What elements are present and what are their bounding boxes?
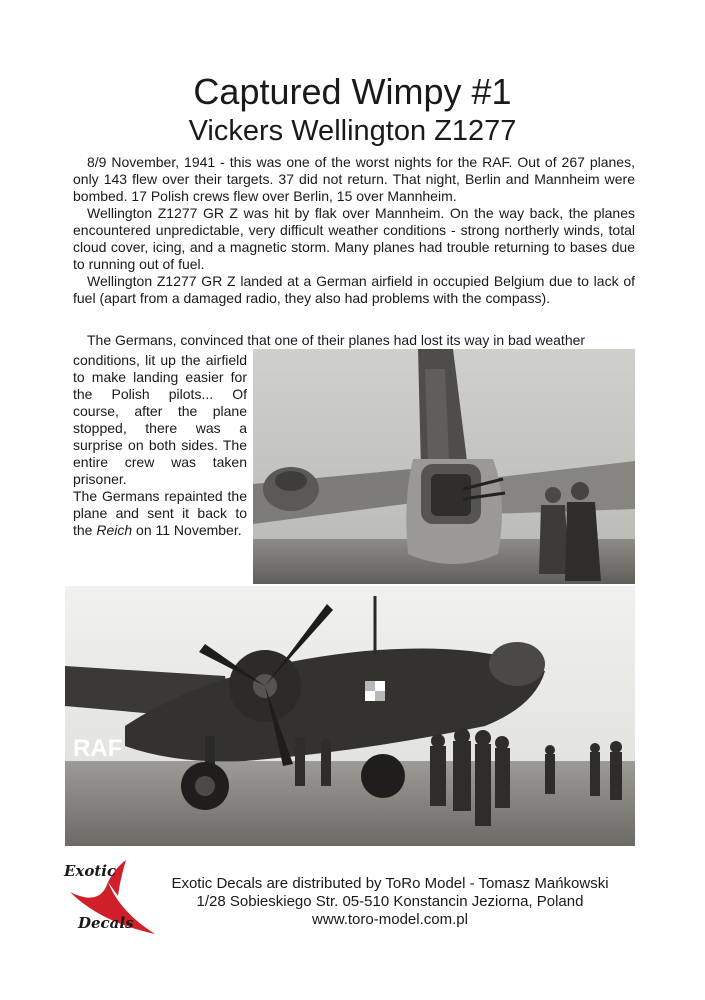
fuselage-marking: RAF — [73, 735, 123, 762]
side-column-text — [73, 352, 247, 539]
photo-bottom-illustration — [65, 586, 635, 846]
paragraph-5-text-a: The Germans repainted the plane and sent it back to the — [73, 488, 247, 538]
paragraph-3 — [73, 273, 635, 307]
paragraph-3-text: Wellington Z1277 GR Z landed at a German airfield in occupied Belgium due to lack of fuel (apart from a damaged radio, they also had problems with the compass). — [73, 273, 635, 306]
paragraph-1 — [73, 154, 635, 205]
paragraph-4-continued: conditions, lit up the airfield to make landing easier for the Polish pilots... Of course, after the plane stopped, there was a surprise on both sides. The entire crew was taken prisoner. — [73, 352, 247, 487]
footer-line-website: www.toro-model.com.pl — [312, 911, 468, 928]
paragraph-5-text-b: on 11 November. — [132, 522, 242, 538]
footer-line-address: 1/28 Sobieskiego Str. 05-510 Konstancin Jeziorna, Poland — [196, 893, 584, 910]
paragraph-1-text: 8/9 November, 1941 - this was one of the worst nights for the RAF. Out of 267 planes, only 143 flew over their targets. 37 did not return. That night, Berlin and Mannheim were bombed. 17 Polish crews flew over Berlin, 15 over Mannheim. — [73, 154, 635, 204]
footer-line-distributor: Exotic Decals are distributed by ToRo Model - Tomasz Mańkowski — [171, 875, 609, 892]
reich-italic: Reich — [96, 522, 133, 538]
paragraph-2-text: Wellington Z1277 GR Z was hit by flak over Mannheim. On the way back, the planes encountered unpredictable, very difficult weather conditions - strong northerly winds, total cloud cover, icing, and a magnetic storm. Many planes had trouble returning to bases due to running out of fuel. — [73, 205, 635, 272]
photo-top-wellington-tail — [253, 349, 635, 584]
page-title: Captured Wimpy #1 — [193, 71, 512, 112]
paragraph-2 — [73, 205, 635, 273]
photo-top-illustration — [253, 349, 635, 584]
photo-bottom-wellington-ground — [65, 586, 635, 846]
paragraph-5 — [73, 488, 247, 539]
footer-contact — [140, 875, 640, 929]
page-subtitle: Vickers Wellington Z1277 — [188, 115, 517, 147]
paragraph-4 — [73, 332, 635, 349]
logo-word-decals: Decals — [78, 914, 134, 932]
paragraph-4-text: The Germans, convinced that one of their planes had lost its way in bad weather — [87, 332, 586, 348]
logo-word-exotic: Exotic — [64, 862, 117, 880]
